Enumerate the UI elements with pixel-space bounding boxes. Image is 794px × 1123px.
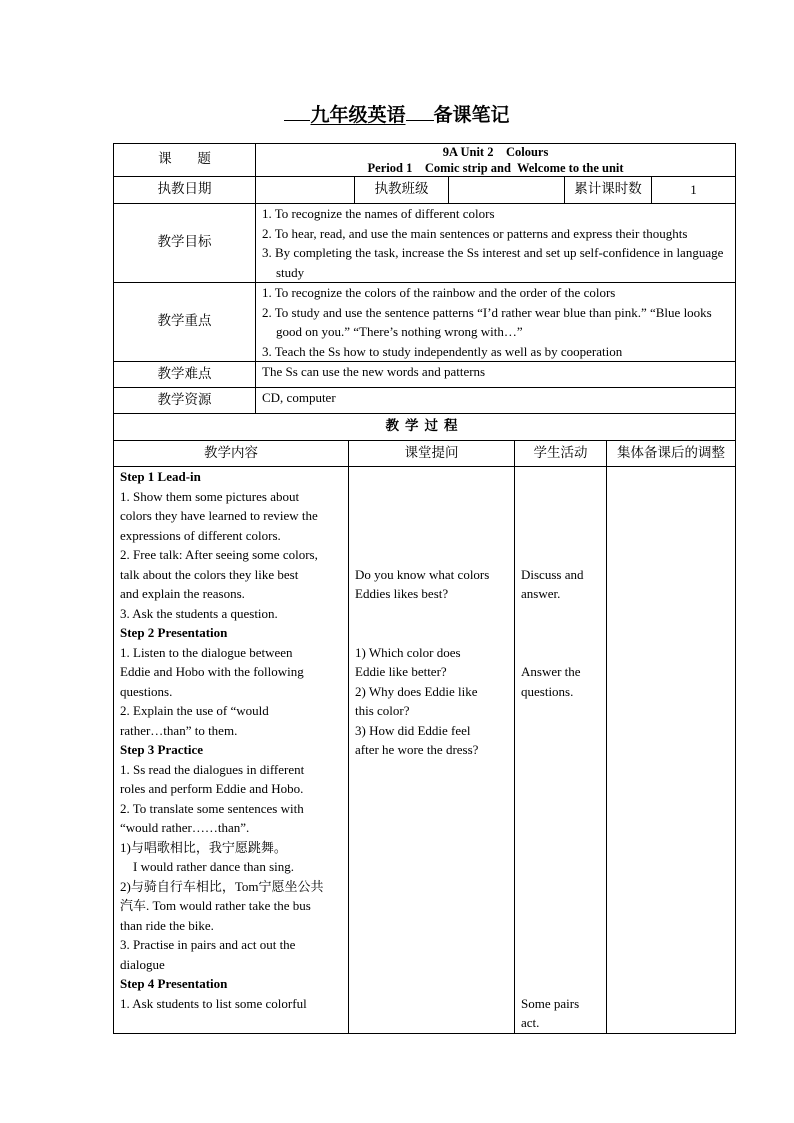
unit-title: 9A Unit 2 Colours <box>442 145 549 159</box>
step-heading: Step 1 Lead-in <box>120 469 201 484</box>
teaching-content <box>114 467 349 1034</box>
adjustments-cell[interactable] <box>607 467 736 1034</box>
title-notes: 备课笔记 <box>433 104 510 126</box>
period-title: Period 1 Comic strip and Welcome to the unit <box>367 161 624 175</box>
content-line: “would rather……than”. <box>120 820 250 835</box>
content-line: expressions of different colors. <box>120 527 281 543</box>
content-line: and explain the reasons. <box>120 586 245 601</box>
resources-value: CD, computer <box>256 388 736 414</box>
content-line: 1. Ss read the dialogues in different <box>120 761 305 777</box>
resources-label: 教学资源 <box>114 388 256 414</box>
question-line: Eddies likes best? <box>355 586 449 601</box>
difficulties-value: The Ss can use the new words and patterns <box>256 362 736 388</box>
content-line: talk about the colors they like best <box>120 566 299 582</box>
objective-item: 2. To hear, read, and use the main sentences or patterns and express their thoughts <box>262 225 688 241</box>
difficulties-label: 教学难点 <box>114 362 256 388</box>
content-line: than ride the bike. <box>120 917 214 933</box>
question-line: after he wore the dress? <box>355 742 479 757</box>
key-point-item: 2. To study and use the sentence patterns “I’d rather wear blue than pink.” “Blue looks good on you.” “There’s nothing wrong with…” <box>262 304 712 339</box>
activity-line: Answer the <box>521 664 581 679</box>
content-line: 2)与骑自行车相比，Tom宁愿坐公共 <box>120 878 324 894</box>
hours-value: 1 <box>652 177 736 204</box>
col-header-questions: 课堂提问 <box>349 441 515 467</box>
topic-value <box>256 144 736 177</box>
key-point-item: 1. To recognize the colors of the rainbow and the order of the colors <box>262 285 616 300</box>
process-heading: 教学过程 <box>114 414 736 441</box>
content-line: roles and perform Eddie and Hobo. <box>120 781 304 796</box>
activity-line: questions. <box>521 683 574 699</box>
title-subject: 九年级英语 <box>310 104 406 126</box>
col-header-content: 教学内容 <box>114 441 349 467</box>
question-line: Do you know what colors <box>355 566 490 582</box>
content-line: 2. Explain the use of “would <box>120 703 269 718</box>
date-value[interactable] <box>256 177 355 204</box>
objectives-value <box>256 204 736 283</box>
key-points-value <box>256 283 736 362</box>
question-line: 3) How did Eddie feel <box>355 722 471 738</box>
activity-line: act. <box>521 1015 540 1030</box>
col-header-activities: 学生活动 <box>515 441 607 467</box>
activity-line: Discuss and <box>521 566 584 582</box>
hours-label: 累计课时数 <box>565 177 652 204</box>
content-line: colors they have learned to review the <box>120 508 318 523</box>
question-line: 2) Why does Eddie like <box>355 683 478 699</box>
objective-item: 3. By completing the task, increase the Ss interest and set up self-confidence in language study <box>262 245 724 280</box>
question-line: Eddie like better? <box>355 664 447 679</box>
page-title <box>0 101 794 129</box>
title-underline-right <box>406 102 434 121</box>
date-label: 执教日期 <box>114 177 256 204</box>
class-value[interactable] <box>449 177 565 204</box>
content-line: 3. Practise in pairs and act out the <box>120 937 296 952</box>
content-line: 2. To translate some sentences with <box>120 800 304 816</box>
content-line: questions. <box>120 683 173 699</box>
objectives-label: 教学目标 <box>114 204 256 283</box>
content-line: 3. Ask the students a question. <box>120 605 278 621</box>
col-header-adjustments: 集体备课后的调整 <box>607 441 736 467</box>
objective-item: 1. To recognize the names of different colors <box>262 206 495 221</box>
question-line: this color? <box>355 703 410 718</box>
key-point-item: 3. Teach the Ss how to study independently as well as by cooperation <box>262 343 623 359</box>
title-underline-left <box>284 102 310 121</box>
student-activities <box>515 467 607 1034</box>
content-line: 1)与唱歌相比，我宁愿跳舞。 <box>120 839 287 855</box>
activity-line: Some pairs <box>521 995 580 1011</box>
content-line: 1. Listen to the dialogue between <box>120 644 293 660</box>
content-line: 2. Free talk: After seeing some colors, <box>120 547 318 562</box>
step-heading: Step 2 Presentation <box>120 625 228 640</box>
content-line: dialogue <box>120 956 165 972</box>
step-heading: Step 4 Presentation <box>120 976 228 991</box>
content-line: rather…than” to them. <box>120 722 238 738</box>
lesson-plan-table <box>113 143 736 1034</box>
key-points-label: 教学重点 <box>114 283 256 362</box>
content-line: Eddie and Hobo with the following <box>120 664 304 679</box>
content-line: 汽车. Tom would rather take the bus <box>120 898 311 913</box>
content-lines <box>120 467 344 1013</box>
topic-label: 课 题 <box>114 144 256 177</box>
classroom-questions <box>349 467 515 1034</box>
content-line: 1. Show them some pictures about <box>120 488 300 504</box>
question-line: 1) Which color does <box>355 644 461 660</box>
step-heading: Step 3 Practice <box>120 742 204 757</box>
content-line: 1. Ask students to list some colorful <box>120 995 307 1011</box>
content-line: I would rather dance than sing. <box>120 859 295 874</box>
class-label: 执教班级 <box>355 177 449 204</box>
activity-line: answer. <box>521 586 561 601</box>
